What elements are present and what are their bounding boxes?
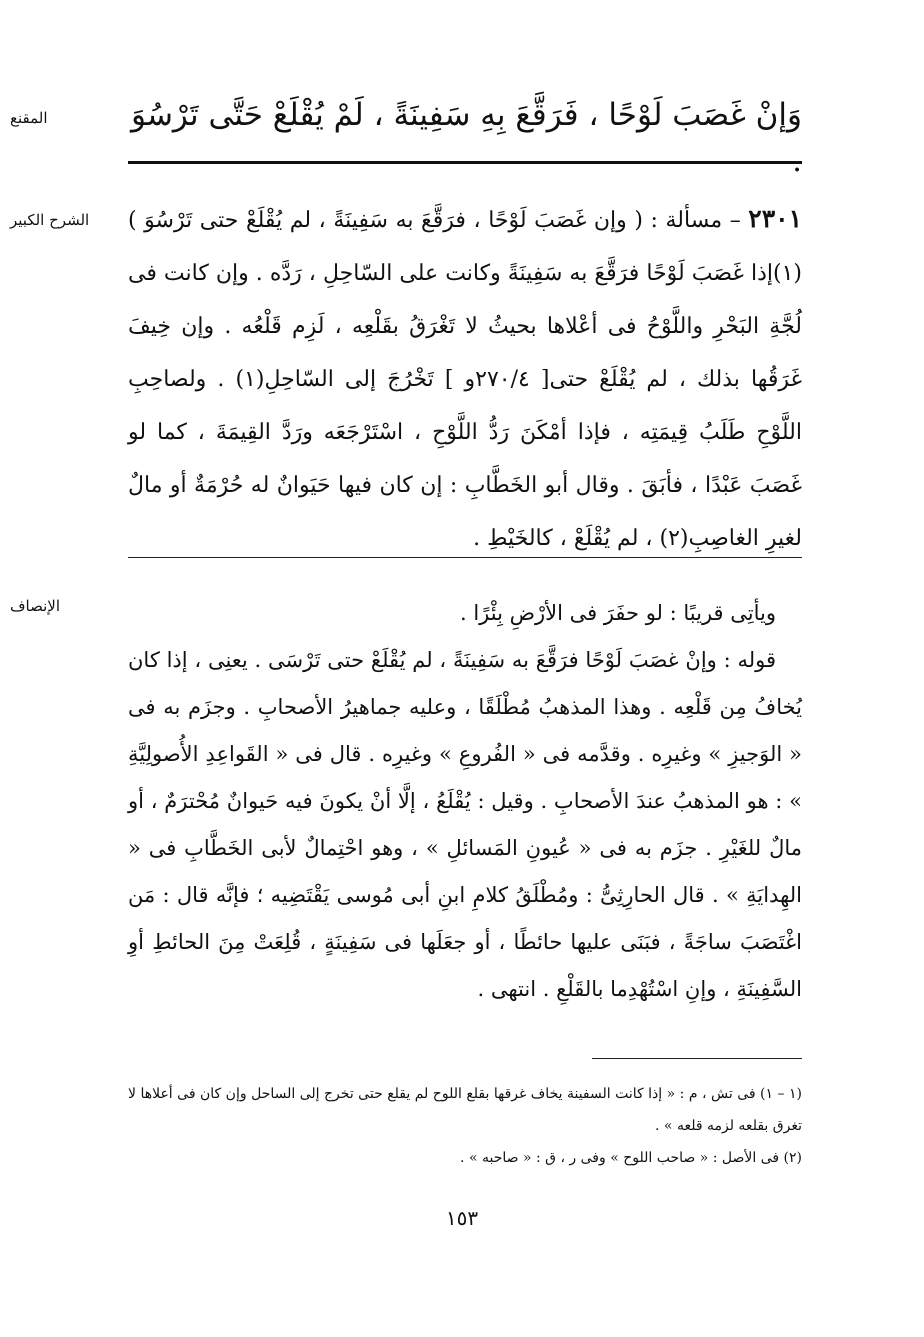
footnotes [128, 1078, 802, 1174]
sharh-text: – مسألة : ( وإن غَصَبَ لَوْحًا ، فرَقَّعَ به سَفِينَةً ، لم يُقْلَعْ حتى تَرْسُوَ ) (١)إذا غَصَبَ لَوْحًا فرَقَّعَ به سَفِينَةً وكانت على السّاحِلِ ، رَدَّه . وإن كانت فى لُجَّةِ البَحْرِ واللَّوْحُ فى أعْلاها بحيثُ لا تَغْرَقُ بقَلْعِه ، لَزِم قَلْعُه . وإن خِيفَ غَرَقُها بذلك ، لم يُقْلَعْ حتى[ ٢٧٠/٤و ] تَخْرُجَ إلى السّاحِلِ(١) . ولصاحِبِ اللَّوْحِ طَلَبُ قِيمَتِه ، فإذا أمْكَنَ رَدُّ اللَّوْحِ ، اسْتَرْجَعَه ورَدَّ القِيمَةَ ، كما لو غَصَبَ عَبْدًا ، فأبَقَ . وقال أبو الخَطَّابِ : إن كان فيها حَيَوانٌ له حُرْمَةٌ أو مالٌ لغيرِ الغاصِبِ(٢) ، لم يُقْلَعْ ، كالخَيْطِ . [128, 208, 802, 551]
header-divider [128, 161, 802, 164]
footnote-divider [592, 1058, 802, 1059]
label-sharh-kabir: الشرح الكبير [10, 211, 90, 229]
insaf-section [128, 590, 802, 1013]
insaf-paragraph-2: قوله : وإنْ غصَبَ لَوْحًا فرَقَّعَ به سَفِينَةً ، لم يُقْلَعْ حتى تَرْسَى . يعنِى ، إذا كان يُخافُ مِن قَلْعِه . وهذا المذهبُ مُطْلَقًا ، وعليه جماهيرُ الأصحابِ . وجزَم به فى « الوَجيزِ » وغيرِه . وقدَّمه فى « الفُروعِ » وغيرِه . قال فى « القَواعِدِ الأُصولِيَّةِ » : هو المذهبُ عندَ الأصحابِ . وقيل : يُقْلَعُ ، إلَّا أنْ يكونَ فيه حَيوانٌ مُحْترَمٌ ، أو مالٌ للغَيْرِ . جزَم به فى « عُيونِ المَسائلِ » ، وهو احْتِمالٌ لأبى الخَطَّابِ فى « الهِدايَةِ » . قال الحارِثِىُّ : ومُطْلَقُ كلامِ ابنِ أبى مُوسى يَقْتَضِيه ؛ فإنَّه قال : مَن اغْتَصَبَ ساجَةً ، فبَنَى عليها حائطًا ، أو جعَلَها فى سَفِينَةٍ ، قُلِعَتْ مِنَ الحائطِ أوِ السَّفِينَةِ ، وإنِ اسْتُهْدِما بالقَلْعِ . انتهى . [128, 648, 802, 1001]
footnote-1: (١ – ١) فى تش ، م : « إذا كانت السفينة يخاف غرقها بقلع اللوح لم يقلع حتى تخرج إلى الساحل وإن كان فى أعلاها لا تغرق بقلعه لزمه قلعه » . [128, 1086, 802, 1134]
insaf-paragraph-1: ويأتِى قريبًا : لو حفَرَ فى الأرْضِ بِئْرًا . [459, 601, 776, 625]
page-number: ١٥٣ [445, 1206, 479, 1230]
sharh-kabir-section [128, 192, 802, 565]
muqni-text: وَإنْ غَصَبَ لَوْحًا ، فَرَقَّعَ بِهِ سَفِينَةً ، لَمْ يُقْلَعْ حَتَّى تَرْسُوَ . [130, 97, 802, 179]
section-divider [128, 557, 802, 558]
issue-number: ٢٣٠١ [748, 204, 802, 233]
footnote-2: (٢) فى الأصل : « صاحب اللوح » وفى ر ، ق : « صاحبه » . [460, 1150, 802, 1166]
label-insaf: الإنصاف [10, 597, 61, 615]
label-muqni: المقنع [10, 109, 48, 127]
